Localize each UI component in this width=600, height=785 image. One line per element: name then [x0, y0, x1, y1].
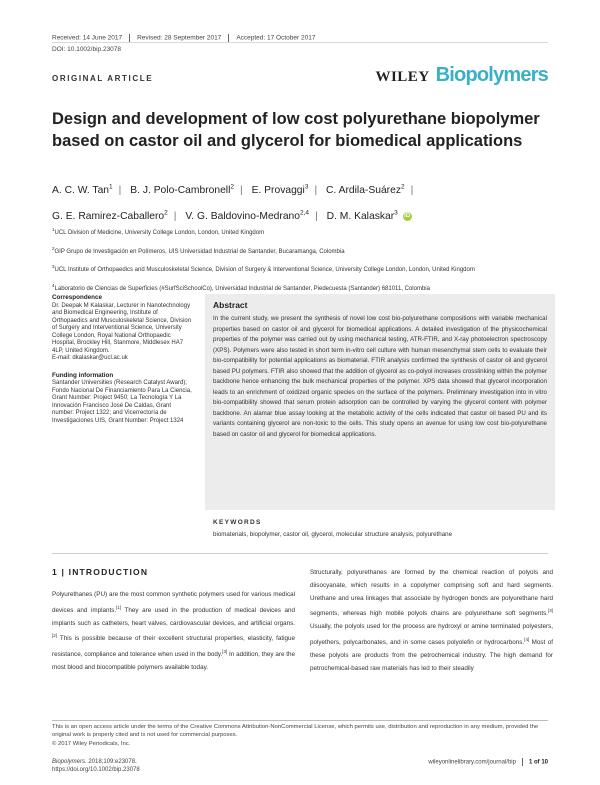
- received-date: Received: 14 June 2017: [52, 34, 123, 42]
- funding-heading: Funding information: [52, 371, 114, 379]
- author-separator: |: [410, 185, 414, 197]
- author-separator: |: [173, 210, 177, 222]
- introduction-heading: 1 | INTRODUCTION: [52, 567, 149, 577]
- page-number: 1 of 10: [528, 759, 548, 766]
- sidebar-info: [52, 294, 192, 434]
- citation-ref[interactable]: [1]: [116, 604, 122, 610]
- license-note: This is an open access article under the terms of the Creative Commons Attribution-NonCommercial License, which permits use, distribution and reproduction in any medium, provided the original work is properly cited and is not used for commercial purposes. © 2017 Wiley Periodicals, Inc.: [52, 724, 539, 747]
- affiliation: $^1$UCL Division of Medicine, University College London, London, United Kingdom: [52, 227, 265, 236]
- accepted-date: Accepted: 17 October 2017: [236, 34, 316, 42]
- correspondence-text: Dr. Deepak M Kalaskar, Lecturer in Nanotechnology and Biomedical Engineering, Institute of Orthopaedics and Musculoskeletal Science, Division of Surgery and Interventional Science, University College London, Royal National Orthopaedic Hospital, Brockley Hill, Stanmore, Middlesex HA7 4LP, United Kingdom. E-mail: dkalaskar@ucl.ac.uk: [52, 302, 192, 361]
- divider: [129, 34, 130, 42]
- divider: [522, 758, 523, 766]
- orcid-icon[interactable]: iD: [404, 212, 411, 219]
- section-rule: [52, 553, 548, 554]
- author[interactable]: V. G. Baldovino-Medrano$^{2,4}$: [185, 209, 310, 222]
- author[interactable]: E. Provaggi$^3$: [251, 184, 309, 197]
- footer-rule: [52, 720, 548, 721]
- citation-doi-link[interactable]: https://doi.org/10.1002/bip.23078: [52, 767, 140, 773]
- citation-ref[interactable]: [2]: [52, 633, 58, 639]
- affiliation: $^3$UCL Institute of Orthopaedics and Musculoskeletal Science, Division of Surgery & Interventional Science, University College London, London, United Kingdom: [52, 264, 475, 273]
- divider: [228, 34, 229, 42]
- author[interactable]: G. E. Ramirez-Caballero$^2$: [52, 209, 168, 222]
- correspondence-heading: Correspondence: [52, 294, 103, 301]
- correspondence-email[interactable]: E-mail: dkalaskar@ucl.ac.uk: [52, 355, 128, 361]
- author[interactable]: C. Ardila-Suárez$^2$: [326, 184, 405, 197]
- journal-logo: [375, 64, 548, 87]
- copyright: © 2017 Wiley Periodicals, Inc.: [52, 740, 131, 747]
- abstract-heading: Abstract: [213, 300, 248, 310]
- page-info: [428, 758, 548, 766]
- author-separator: |: [118, 185, 122, 197]
- affiliations: [52, 226, 552, 300]
- journal-site-link[interactable]: wileyonlinelibrary.com/journal/bip: [428, 759, 516, 766]
- citation-ref[interactable]: [4]: [524, 637, 530, 643]
- affiliation: $^4$Laboratorio de Ciencias de Superficies (#SurfSciSchoolCo), Universidad Industrial de Santander, Piedecuesta (Santander) 681011, Colombia: [52, 282, 430, 292]
- article-title: Design and development of low cost polyurethane biopolymer based on castor oil and glycerol for biomedical applications: [52, 110, 540, 150]
- keywords: [213, 519, 553, 538]
- header-rule: [52, 42, 548, 43]
- revised-date: Revised: 28 September 2017: [137, 34, 222, 42]
- doi[interactable]: DOI: 10.1002/bip.23078: [52, 46, 122, 53]
- abstract-text: In the current study, we present the synthesis of novel low cost bio-polyurethane compositions with variable mechanical properties based on castor oil and glycerol for biomedical applications. A detailed investigation of the physicochemical properties of the polymer was carried out by using mechanical testing, ATR-FTIR, and X-ray photoelectron spectroscopy (XPS). Polymers were also tested in short term in-vitro cell culture with human mesenchymal stem cells to evaluate their bio-compatibility for potential applications as biomaterial. FTIR analysis confirmed the synthesis of castor oil and glycerol based PU polymers. FTIR also showed that the addition of glycerol as co-polyol increases crosslinking within the polymer backbone hence enhancing the bulk mechanical properties of the polymer. XPS data showed that glycerol incorporation leads to an enrichment of oxidized organic species on the surface of the polymers. Preliminary investigation into in vitro bio-compatibility showed that serum protein adsorption can be controlled by varying the glycerol content with polymer backbone. An alamar blue assay looking at the metabolic activity of the cells indicated that castor oil based PU and its variants containing glycerol are non-toxic to the cells. This study opens an avenue for using low cost bio-polyurethane based on castor oil and glycerol for biomedical applications.: [213, 315, 547, 439]
- article-type: ORIGINAL ARTICLE: [52, 74, 154, 83]
- author-separator: |: [314, 185, 318, 197]
- author[interactable]: D. M. Kalaskar$^3$: [326, 209, 398, 222]
- body-column-right: Structurally, polyurethanes are formed by the chemical reaction of polyols and diisocyanate, which results in a copolymer comprising soft and hard segments. Urethane and urea linkages that associate by hydrogen bonds are polyurethane hard segments, whereas high mobile polyols chains are polyurethane soft segments.[3] Usually, the polyols used for the process are hydroxyl or amine terminated polyesters, polyethers, polycarbonates, and in some cases polyolefin or hydrocarbons.[4] Most of these polyols are products from the petrochemical industry. The high demand for petrochemical-based raw materials has led to their steadily: [310, 569, 553, 672]
- citation-footer: Biopolymers. 2018;109:e23078. https://doi.org/10.1002/bip.23078: [52, 759, 140, 773]
- author[interactable]: A. C. W. Tan$^1$: [52, 184, 113, 197]
- journal-name: Biopolymers: [435, 64, 548, 86]
- funding-text: Santander Universities (Research Catalyst Award); Fondo Nacional De Financiamiento Para La Ciencia, Grant Number: Project 9450; La Tecnología Y La Innovación Francisco José De Caldas, Grant number: Project 1322; and Vicerrectoría de Investigaciones UIS, Grant Number: Project 1324: [52, 380, 192, 424]
- body-column-left: Polyurethanes (PU) are the most common synthetic polymers used for various medical devices and implants.[1] They are used in the production of medical devices and implants such as catheters, heart valves, cardiovascular devices, and artificial organs.[2] This is possible because of their excellent structural properties, elasticity, fatigue resistance, compliance and tolerance when used in the body.[3] In addition, they are the most blood and biocompatible polymers available today.: [52, 591, 295, 672]
- author-separator: |: [315, 210, 318, 222]
- publisher-logo: WILEY: [375, 69, 430, 85]
- citation-ref[interactable]: [3]: [222, 649, 228, 655]
- article-dates: [52, 34, 315, 42]
- keywords-heading: KEYWORDS: [213, 519, 262, 526]
- author-separator: |: [240, 185, 243, 197]
- abstract-panel: [205, 294, 555, 510]
- citation-ref[interactable]: [3]: [547, 608, 553, 614]
- author-list: [52, 177, 552, 228]
- keywords-text: biomaterials, biopolymer, castor oil, glycerol, molecular structure analysis, polyurethane: [213, 531, 453, 538]
- author[interactable]: B. J. Polo-Cambronell$^2$: [130, 184, 235, 197]
- affiliation: $^2$GIP Grupo de Investigación en Polímeros, UIS Universidad Industrial de Santander, Bucaramanga, Colombia: [52, 245, 345, 255]
